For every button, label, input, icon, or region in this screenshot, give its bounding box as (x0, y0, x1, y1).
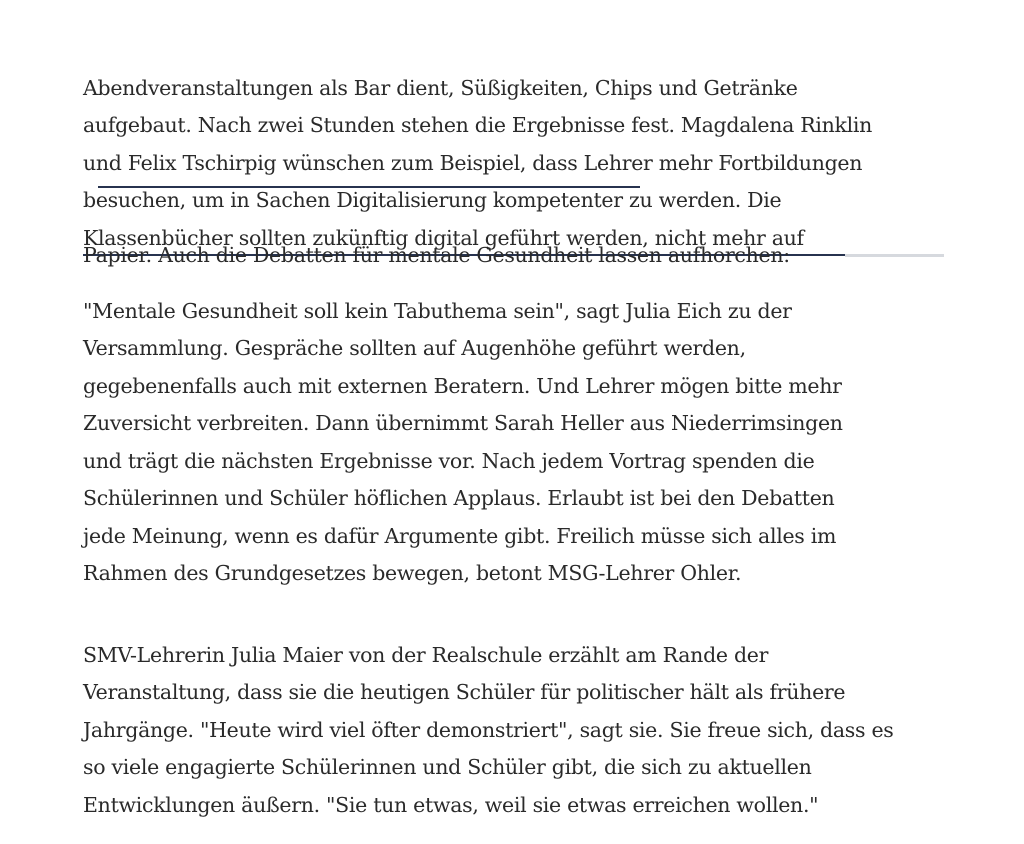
text-line: SMV-Lehrerin Julia Maier von der Realschule erzählt am Rande der (83, 643, 769, 667)
text-line: aufgebaut. Nach zwei Stunden stehen die Ergebnisse fest. Magdalena Rinklin (83, 113, 873, 137)
text-line: und trägt die nächsten Ergebnisse vor. Nach jedem Vortrag spenden die (83, 449, 815, 473)
text-line: Rahmen des Grundgesetzes bewegen, betont MSG-Lehrer Ohler. (83, 561, 742, 585)
clipped-line-bottom (0, 243, 1024, 278)
text-line: besuchen, um in Sachen Digitalisierung kompetenter zu werden. Die (83, 188, 782, 212)
text-line: jede Meinung, wenn es dafür Argumente gibt. Freilich müsse sich alles im (83, 524, 837, 548)
text-line: Jahrgänge. "Heute wird viel öfter demonstriert", sagt sie. Sie freue sich, dass es (83, 718, 894, 742)
text-line: Zuversicht verbreiten. Dann übernimmt Sarah Heller aus Niederrimsingen (83, 411, 843, 435)
text-line: "Mentale Gesundheit soll kein Tabuthema sein", sagt Julia Eich zu der (83, 299, 792, 323)
text-line: Schülerinnen und Schüler höflichen Applaus. Erlaubt ist bei den Debatten (83, 486, 835, 510)
text-line: Entwicklungen äußern. "Sie tun etwas, weil sie etwas erreichen wollen." (83, 793, 819, 817)
text-line: Versammlung. Gespräche sollten auf Augenhöhe geführt werden, (83, 336, 746, 360)
text-line: gegebenenfalls auch mit externen Beratern. Und Lehrer mögen bitte mehr (83, 374, 842, 398)
text-line: so viele engagierte Schülerinnen und Schüler gibt, die sich zu aktuellen (83, 755, 812, 779)
text-line: Papier. Auch die Debatten für mentale Gesundheit lassen aufhorchen: (83, 243, 790, 267)
text-line: Abendveranstaltungen als Bar dient, Süßigkeiten, Chips und Getränke (83, 76, 798, 100)
text-line: Veranstaltung, dass sie die heutigen Schüler für politischer hält als frühere (83, 680, 846, 704)
text-line: Klassenbücher sollten zukünftig digital geführt werden, nicht mehr auf (83, 226, 804, 250)
text-line: und Felix Tschirpig wünschen zum Beispiel, dass Lehrer mehr Fortbildungen (83, 151, 863, 175)
